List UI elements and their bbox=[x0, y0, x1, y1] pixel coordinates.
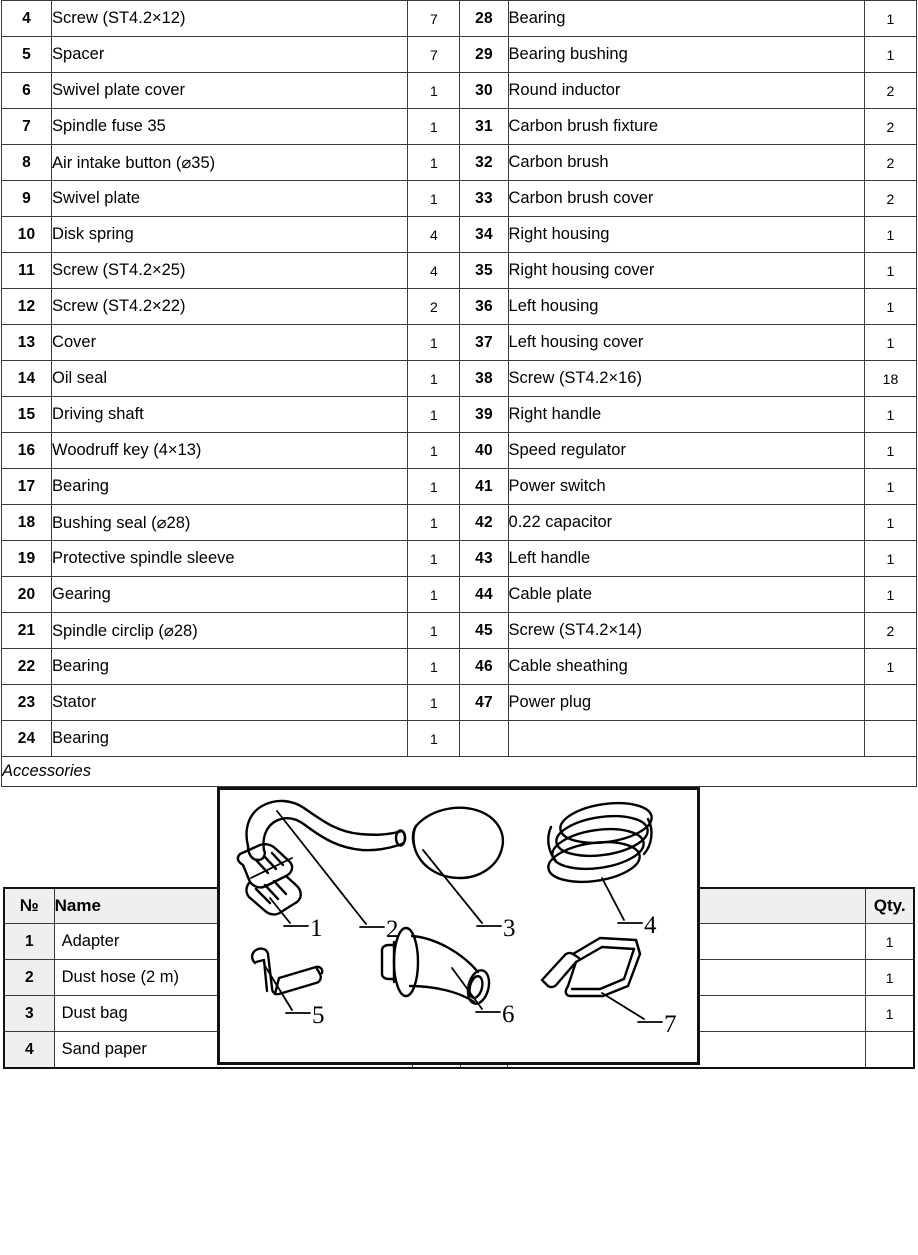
table-row bbox=[2, 253, 917, 289]
table-row bbox=[2, 361, 917, 397]
part-qty-right: 2 bbox=[864, 613, 916, 649]
part-number-left: 17 bbox=[2, 469, 52, 505]
part-name-right: Bearing bushing bbox=[508, 37, 864, 73]
figure-callout-3: 3 bbox=[503, 915, 516, 942]
figure-callout-2: 2 bbox=[386, 916, 399, 943]
part-qty-left: 1 bbox=[408, 685, 460, 721]
part-name-right: Speed regulator bbox=[508, 433, 864, 469]
part-name-right: Carbon brush cover bbox=[508, 181, 864, 217]
part-name-right: Right handle bbox=[508, 397, 864, 433]
section-label-row bbox=[2, 757, 917, 787]
part-qty-left: 7 bbox=[408, 37, 460, 73]
part-qty-right: 1 bbox=[864, 217, 916, 253]
part-number-right: 33 bbox=[460, 181, 508, 217]
table-row bbox=[2, 613, 917, 649]
part-name-left: Air intake button (⌀35) bbox=[52, 145, 408, 181]
part-name-right: Power switch bbox=[508, 469, 864, 505]
part-name-right: Screw (ST4.2×16) bbox=[508, 361, 864, 397]
side-handle-drawing bbox=[382, 928, 492, 1006]
accessory-number-left: 4 bbox=[4, 1032, 54, 1069]
figure-callout-4: 4 bbox=[644, 912, 657, 939]
part-name-left: Screw (ST4.2×22) bbox=[52, 289, 408, 325]
part-number-left: 14 bbox=[2, 361, 52, 397]
part-qty-right: 2 bbox=[864, 181, 916, 217]
part-qty-left: 4 bbox=[408, 253, 460, 289]
part-name-left: Bearing bbox=[52, 721, 408, 757]
part-number-left: 8 bbox=[2, 145, 52, 181]
part-number-right: 35 bbox=[460, 253, 508, 289]
part-qty-left: 1 bbox=[408, 361, 460, 397]
accessory-qty-right: 1 bbox=[866, 960, 914, 996]
accessory-name-left: Dust bag bbox=[54, 996, 413, 1032]
part-name-right: Round inductor bbox=[508, 73, 864, 109]
table-row bbox=[2, 505, 917, 541]
accessory-number-left: 2 bbox=[4, 960, 54, 996]
dust-bag-drawing bbox=[413, 808, 503, 878]
part-number-right: 43 bbox=[460, 541, 508, 577]
part-number-left: 13 bbox=[2, 325, 52, 361]
part-number-left: 15 bbox=[2, 397, 52, 433]
part-qty-left: 1 bbox=[408, 469, 460, 505]
part-qty-right: 2 bbox=[864, 109, 916, 145]
accessory-name-left: Sand paper bbox=[54, 1032, 413, 1069]
part-number-left: 6 bbox=[2, 73, 52, 109]
part-number-left: 7 bbox=[2, 109, 52, 145]
table-row bbox=[2, 469, 917, 505]
part-qty-left: 2 bbox=[408, 289, 460, 325]
part-name-right: Right housing bbox=[508, 217, 864, 253]
part-number-right: 34 bbox=[460, 217, 508, 253]
part-qty-left: 1 bbox=[408, 649, 460, 685]
part-number-right: 46 bbox=[460, 649, 508, 685]
part-name-left: Disk spring bbox=[52, 217, 408, 253]
table-row bbox=[2, 433, 917, 469]
part-name-right: Cable sheathing bbox=[508, 649, 864, 685]
part-name-left: Spacer bbox=[52, 37, 408, 73]
part-qty-right: 1 bbox=[864, 289, 916, 325]
part-qty-right: 1 bbox=[864, 541, 916, 577]
part-qty-right: 1 bbox=[864, 325, 916, 361]
part-name-left: Bearing bbox=[52, 469, 408, 505]
part-number-right: 47 bbox=[460, 685, 508, 721]
part-name-left: Oil seal bbox=[52, 361, 408, 397]
part-qty-right: 1 bbox=[864, 649, 916, 685]
part-number-left: 5 bbox=[2, 37, 52, 73]
part-name-right: Power plug bbox=[508, 685, 864, 721]
part-qty-left: 1 bbox=[408, 181, 460, 217]
part-number-right: 39 bbox=[460, 397, 508, 433]
part-number-right: 30 bbox=[460, 73, 508, 109]
part-qty-right: 1 bbox=[864, 253, 916, 289]
part-qty-right bbox=[864, 721, 916, 757]
part-number-right bbox=[460, 721, 508, 757]
table-row bbox=[2, 397, 917, 433]
part-qty-left: 1 bbox=[408, 73, 460, 109]
part-qty-right: 1 bbox=[864, 397, 916, 433]
part-name-right: Bearing bbox=[508, 1, 864, 37]
accessories-figure bbox=[217, 787, 700, 1065]
part-name-left: Bushing seal (⌀28) bbox=[52, 505, 408, 541]
part-number-left: 9 bbox=[2, 181, 52, 217]
figure-callout-5: 5 bbox=[312, 1002, 325, 1029]
part-qty-right: 1 bbox=[864, 1, 916, 37]
inner-hexagon-wrench-drawing bbox=[252, 949, 322, 995]
part-number-left: 4 bbox=[2, 1, 52, 37]
part-name-right: Right housing cover bbox=[508, 253, 864, 289]
part-name-left: Bearing bbox=[52, 649, 408, 685]
part-qty-left: 1 bbox=[408, 325, 460, 361]
part-name-right: 0.22 capacitor bbox=[508, 505, 864, 541]
part-number-left: 16 bbox=[2, 433, 52, 469]
part-qty-left: 1 bbox=[408, 397, 460, 433]
sand-paper-drawing bbox=[546, 798, 654, 887]
table-row bbox=[2, 109, 917, 145]
part-qty-right: 18 bbox=[864, 361, 916, 397]
part-name-left: Swivel plate bbox=[52, 181, 408, 217]
accessory-name-left: Dust hose (2 m) bbox=[54, 960, 413, 996]
table-row bbox=[2, 145, 917, 181]
part-name-right: Carbon brush bbox=[508, 145, 864, 181]
part-number-right: 29 bbox=[460, 37, 508, 73]
table-row bbox=[2, 1, 917, 37]
part-number-left: 23 bbox=[2, 685, 52, 721]
part-name-left: Screw (ST4.2×25) bbox=[52, 253, 408, 289]
part-name-left: Stator bbox=[52, 685, 408, 721]
part-number-right: 28 bbox=[460, 1, 508, 37]
part-name-left: Spindle circlip (⌀28) bbox=[52, 613, 408, 649]
part-qty-left: 1 bbox=[408, 613, 460, 649]
table-row bbox=[2, 181, 917, 217]
table-row bbox=[2, 577, 917, 613]
part-name-left: Woodruff key (4×13) bbox=[52, 433, 408, 469]
part-number-right: 31 bbox=[460, 109, 508, 145]
part-name-left: Gearing bbox=[52, 577, 408, 613]
part-number-right: 42 bbox=[460, 505, 508, 541]
part-number-left: 20 bbox=[2, 577, 52, 613]
part-number-right: 41 bbox=[460, 469, 508, 505]
accessory-qty-right: 1 bbox=[866, 924, 914, 960]
part-number-left: 24 bbox=[2, 721, 52, 757]
part-qty-left: 1 bbox=[408, 109, 460, 145]
part-number-right: 44 bbox=[460, 577, 508, 613]
part-name-right: Left housing bbox=[508, 289, 864, 325]
part-qty-left: 4 bbox=[408, 217, 460, 253]
section-label: Accessories bbox=[2, 757, 917, 787]
part-qty-right: 1 bbox=[864, 433, 916, 469]
part-name-left: Swivel plate cover bbox=[52, 73, 408, 109]
part-number-left: 12 bbox=[2, 289, 52, 325]
part-qty-right: 2 bbox=[864, 145, 916, 181]
part-name-right: Screw (ST4.2×14) bbox=[508, 613, 864, 649]
header-qty-right: Qty. bbox=[866, 888, 914, 924]
part-qty-right: 2 bbox=[864, 73, 916, 109]
part-qty-right bbox=[864, 685, 916, 721]
header-name-left: Name bbox=[54, 888, 413, 924]
adapter-drawing bbox=[238, 844, 301, 914]
part-name-right: Cable plate bbox=[508, 577, 864, 613]
part-name-left: Protective spindle sleeve bbox=[52, 541, 408, 577]
part-qty-left: 1 bbox=[408, 505, 460, 541]
table-row bbox=[2, 685, 917, 721]
part-number-right: 32 bbox=[460, 145, 508, 181]
table-row bbox=[2, 37, 917, 73]
part-qty-right: 1 bbox=[864, 577, 916, 613]
part-name-right: Left housing cover bbox=[508, 325, 864, 361]
part-name-right bbox=[508, 721, 864, 757]
figure-callout-6: 6 bbox=[502, 1001, 515, 1028]
part-qty-left: 1 bbox=[408, 721, 460, 757]
accessory-number-left: 3 bbox=[4, 996, 54, 1032]
part-number-right: 36 bbox=[460, 289, 508, 325]
part-name-right: Left handle bbox=[508, 541, 864, 577]
part-qty-right: 1 bbox=[864, 37, 916, 73]
part-qty-right: 1 bbox=[864, 505, 916, 541]
accessory-name-left: Adapter bbox=[54, 924, 413, 960]
part-qty-left: 1 bbox=[408, 541, 460, 577]
table-row bbox=[2, 73, 917, 109]
part-number-left: 21 bbox=[2, 613, 52, 649]
accessory-qty-right: 1 bbox=[866, 996, 914, 1032]
main-parts-table bbox=[1, 0, 917, 787]
part-name-left: Spindle fuse 35 bbox=[52, 109, 408, 145]
table-row bbox=[2, 289, 917, 325]
table-row bbox=[2, 721, 917, 757]
part-name-right: Carbon brush fixture bbox=[508, 109, 864, 145]
part-number-left: 22 bbox=[2, 649, 52, 685]
part-name-left: Driving shaft bbox=[52, 397, 408, 433]
part-number-left: 19 bbox=[2, 541, 52, 577]
table-row bbox=[2, 541, 917, 577]
part-number-right: 38 bbox=[460, 361, 508, 397]
part-name-left: Cover bbox=[52, 325, 408, 361]
table-row bbox=[2, 325, 917, 361]
part-qty-left: 1 bbox=[408, 433, 460, 469]
part-number-right: 45 bbox=[460, 613, 508, 649]
table-row bbox=[2, 649, 917, 685]
table-row bbox=[2, 217, 917, 253]
accessory-qty-right bbox=[866, 1032, 914, 1069]
part-qty-left: 1 bbox=[408, 577, 460, 613]
part-number-left: 10 bbox=[2, 217, 52, 253]
disc-holder-drawing bbox=[542, 938, 640, 996]
part-qty-left: 7 bbox=[408, 1, 460, 37]
part-qty-left: 1 bbox=[408, 145, 460, 181]
part-number-left: 18 bbox=[2, 505, 52, 541]
part-number-left: 11 bbox=[2, 253, 52, 289]
part-qty-right: 1 bbox=[864, 469, 916, 505]
part-number-right: 37 bbox=[460, 325, 508, 361]
part-name-left: Screw (ST4.2×12) bbox=[52, 1, 408, 37]
part-number-right: 40 bbox=[460, 433, 508, 469]
accessory-number-left: 1 bbox=[4, 924, 54, 960]
figure-callout-1: 1 bbox=[310, 915, 323, 942]
dust-hose-drawing bbox=[247, 801, 405, 860]
header-num-left: № bbox=[4, 888, 54, 924]
figure-callout-7: 7 bbox=[664, 1011, 677, 1038]
